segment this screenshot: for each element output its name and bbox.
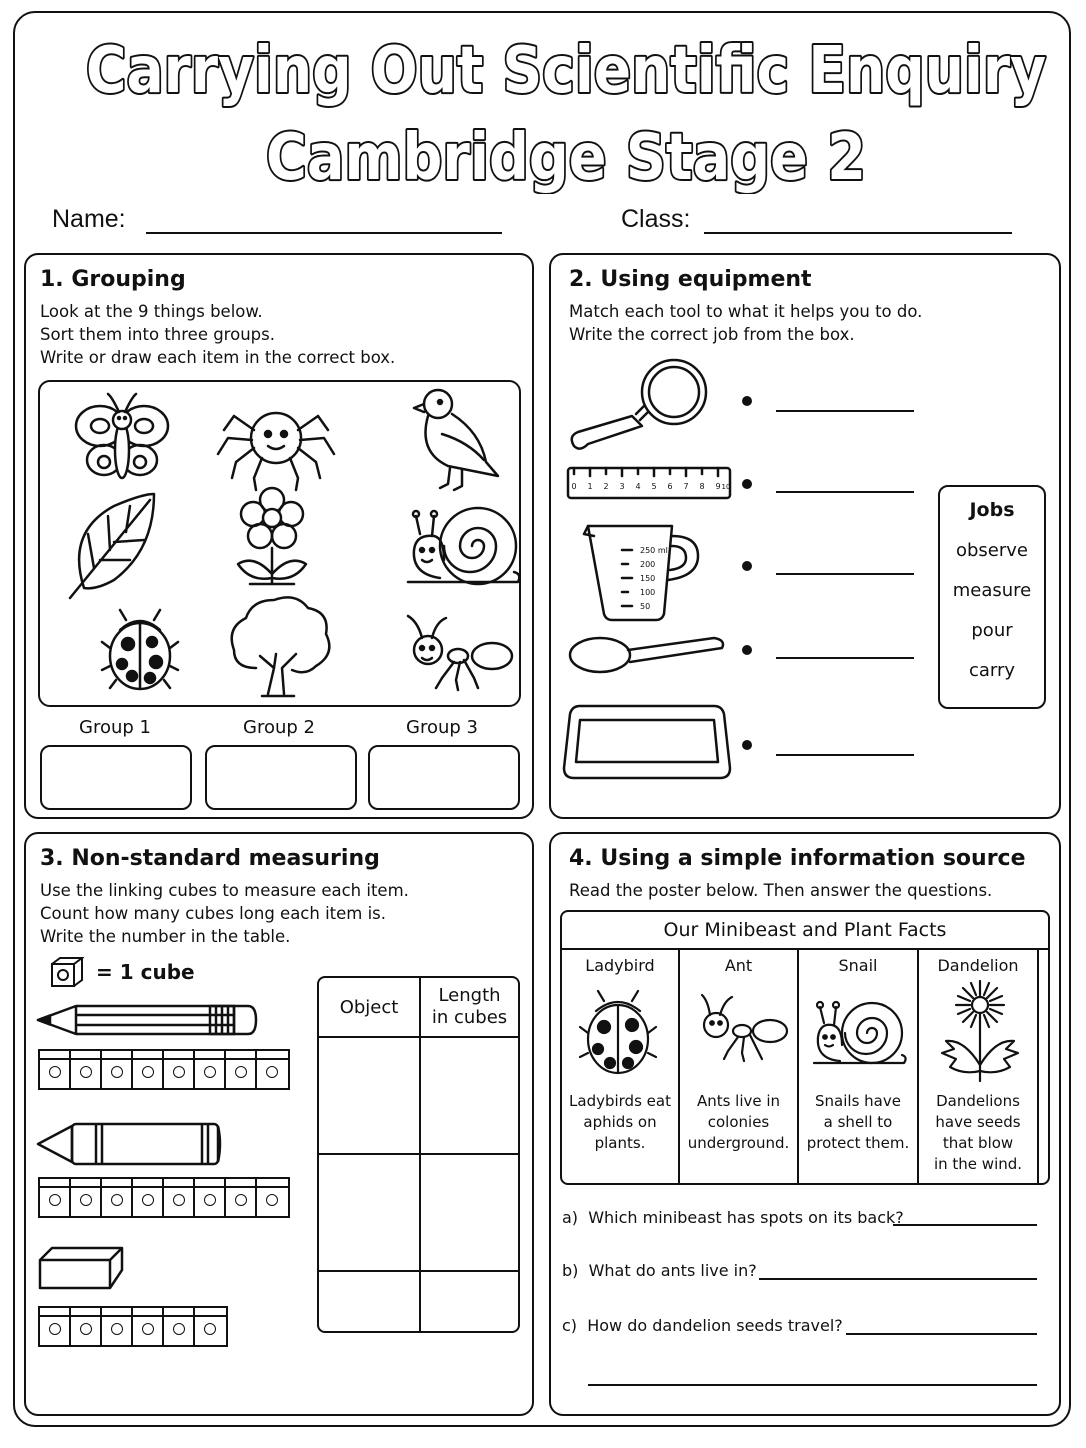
name-label: Name: (52, 205, 126, 233)
table-cell[interactable] (421, 1038, 518, 1155)
cube-key-label: = 1 cube (96, 960, 195, 984)
table-cell[interactable] (421, 1272, 518, 1331)
measurement-table (317, 976, 520, 1333)
ruler-mark: 5 (651, 482, 657, 491)
cube-row-eraser (38, 1306, 228, 1347)
match-dot (742, 740, 752, 750)
match-dot (742, 645, 752, 655)
ruler-mark: 6 (667, 482, 673, 491)
ruler-mark: 10 (721, 483, 731, 491)
ruler-mark: 4 (635, 482, 641, 491)
job-pour: pour (971, 620, 1013, 641)
bird-icon (414, 390, 498, 490)
leaf-icon (70, 494, 154, 598)
tool-3-answer[interactable] (776, 573, 914, 575)
butterfly-icon (76, 394, 168, 478)
jobs-box (938, 485, 1046, 709)
ruler-mark: 3 (619, 482, 625, 491)
spoon-icon (570, 638, 723, 672)
job-measure: measure (952, 580, 1032, 601)
grouping-heading: 1. Grouping (40, 267, 186, 292)
info-source-instruction: Read the poster below. Then answer the questions. (569, 881, 993, 900)
match-dot (742, 479, 752, 489)
tree-icon (232, 597, 330, 696)
cube-row-crayon (38, 1177, 290, 1218)
tool-5-answer[interactable] (776, 754, 914, 756)
class-label: Class: (621, 205, 691, 233)
measuring-instructions: Use the linking cubes to measure each item. Count how many cubes long each item is. Write the number in the table. (40, 881, 409, 946)
measuring-heading: 3. Non-standard measuring (40, 846, 380, 871)
crayon-icon (38, 1124, 220, 1164)
title-line-2: Cambridge Stage 2 (266, 121, 866, 194)
jug-mark: 250 ml (640, 546, 668, 555)
jug-mark: 200 (640, 560, 656, 569)
tool-2-answer[interactable] (776, 491, 914, 493)
magnifying-glass-icon (572, 360, 706, 449)
dandelion-icon (942, 981, 1018, 1081)
answer-c-field-line-2[interactable] (588, 1384, 1037, 1386)
job-carry: carry (968, 660, 1016, 681)
ruler-mark: 9 (715, 482, 721, 491)
cube-key-icon (50, 956, 84, 990)
match-dot (742, 561, 752, 571)
poster-column-dandelion: Dandelion Dandelions have seeds that blow in the wind. (919, 948, 1039, 1185)
match-dot (742, 396, 752, 406)
ruler-mark: 1 (587, 482, 593, 491)
equipment-tools (560, 350, 740, 790)
question-b: b) What do ants live in? (562, 1261, 757, 1280)
info-source-heading: 4. Using a simple information source (569, 846, 1026, 871)
class-field[interactable] (704, 232, 1012, 234)
jug-mark: 150 (640, 574, 656, 583)
ant-icon (408, 616, 512, 690)
pencil-icon (38, 1006, 256, 1034)
poster-column-snail: Snail Snails have a shell to protect them. (799, 948, 919, 1185)
job-observe: observe (955, 540, 1029, 561)
answer-c-field[interactable] (846, 1333, 1037, 1335)
jobs-title: Jobs (969, 499, 1015, 521)
table-cell[interactable] (319, 1155, 421, 1272)
measuring-items (34, 998, 274, 1298)
spider-icon (218, 413, 334, 490)
group-3-label: Group 3 (406, 717, 478, 738)
group-2-label: Group 2 (243, 717, 315, 738)
worksheet-title (0, 14, 1086, 194)
ruler-mark: 8 (699, 482, 705, 491)
ant-icon (702, 995, 787, 1061)
equipment-instructions: Match each tool to what it helps you to do. Write the correct job from the box. (569, 302, 923, 344)
table-cell[interactable] (421, 1155, 518, 1272)
snail-icon (814, 1002, 906, 1063)
ruler-mark: 7 (683, 482, 689, 491)
question-c: c) How do dandelion seeds travel? (562, 1316, 843, 1335)
snail-icon (408, 508, 519, 584)
cube-row-pencil (38, 1049, 290, 1090)
poster-title: Our Minibeast and Plant Facts (562, 912, 1048, 950)
grouping-items (38, 380, 521, 707)
table-header-length: Length in cubes (421, 978, 518, 1038)
tool-1-answer[interactable] (776, 410, 914, 412)
answer-b-field[interactable] (759, 1278, 1037, 1280)
group-2-box[interactable] (205, 745, 357, 810)
ladybird-icon (102, 610, 178, 689)
ladybird-icon (580, 991, 656, 1073)
poster-column-ladybird: Ladybird Ladybirds eat aphids on plants. (562, 948, 680, 1185)
ruler-mark: 2 (603, 482, 609, 491)
jug-mark: 100 (640, 588, 656, 597)
table-cell[interactable] (319, 1272, 421, 1331)
ruler-mark: 0 (571, 482, 577, 491)
title-line-1: Carrying Out Scientific Enquiry (86, 34, 1046, 108)
tray-icon (564, 706, 730, 778)
tool-4-answer[interactable] (776, 657, 914, 659)
equipment-heading: 2. Using equipment (569, 267, 812, 292)
group-3-box[interactable] (368, 745, 520, 810)
eraser-icon (40, 1248, 122, 1288)
flower-icon (238, 488, 306, 584)
grouping-instructions: Look at the 9 things below. Sort them into three groups. Write or draw each item in the correct box. (40, 302, 396, 367)
jug-mark: 50 (640, 602, 651, 611)
name-field[interactable] (146, 232, 502, 234)
question-a: a) Which minibeast has spots on its back? (562, 1208, 904, 1227)
poster-illustrations (560, 975, 1040, 1085)
group-1-label: Group 1 (79, 717, 151, 738)
answer-a-field[interactable] (893, 1224, 1037, 1226)
group-1-box[interactable] (40, 745, 192, 810)
poster-column-ant: Ant Ants live in colonies underground. (680, 948, 799, 1185)
table-header-object: Object (319, 978, 421, 1038)
table-cell[interactable] (319, 1038, 421, 1155)
